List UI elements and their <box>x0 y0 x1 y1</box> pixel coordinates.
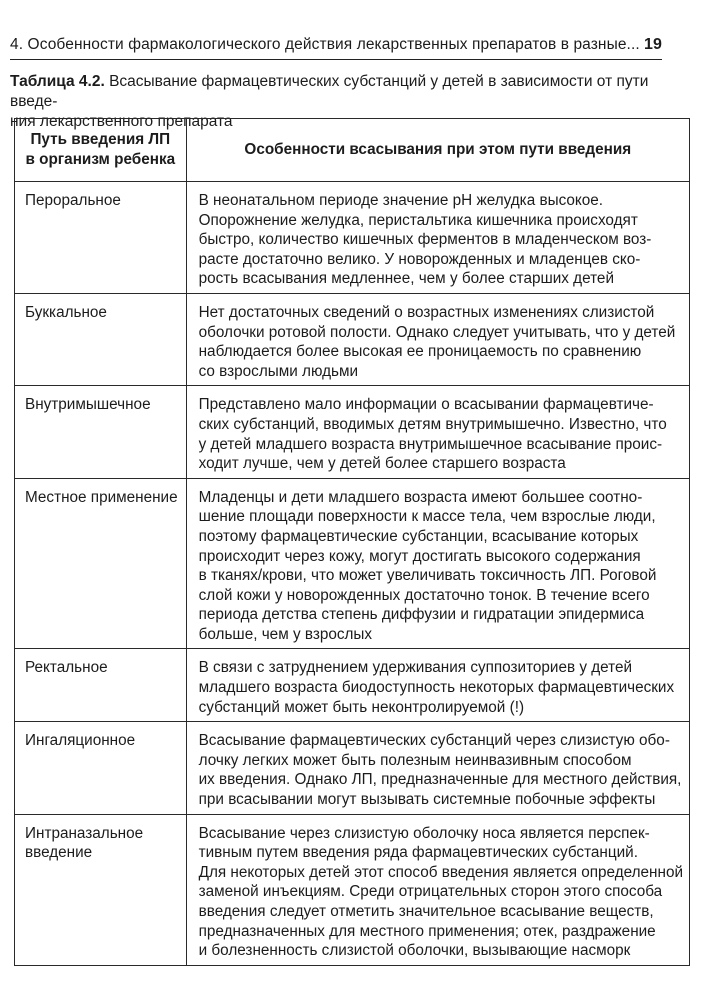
description-line: их введения. Однако ЛП, предназначенные для местного действия, <box>198 771 682 789</box>
description-line: расте достаточно велико. У новорожденных и младенцев ско- <box>198 250 641 268</box>
caption-line-2: ния лекарственного препарата <box>10 113 233 130</box>
page-number: 19 <box>644 36 662 53</box>
description-line: периода детства степень диффузии и гидратации эпидермиса <box>198 606 645 624</box>
description-cell <box>186 182 689 294</box>
description-line: Для некоторых детей этот способ введения является определенной <box>198 863 683 881</box>
header-route-line: в организм ребенка <box>25 151 176 168</box>
description-cell <box>186 293 689 385</box>
table-row <box>15 293 690 385</box>
table-row <box>15 386 690 478</box>
route-name: Ингаляционное <box>25 732 136 750</box>
caption-line-1: Всасывание фармацевтических субстанций у детей в зависимости от пути введе- <box>10 73 649 110</box>
description-line: ских субстанций, вводимых детям внутримышечно. Известно, что <box>198 415 667 433</box>
route-name: Пероральное <box>25 192 121 209</box>
description-line: быстро, количество кишечных ферментов в младенческом воз- <box>198 231 652 249</box>
route-cell <box>15 182 187 294</box>
description-line: Всасывание через слизистую оболочку носа является перспек- <box>198 824 650 842</box>
description-line: тивным путем введения ряда фармацевтических субстанций. <box>198 844 638 862</box>
header-route <box>15 119 187 182</box>
description-cell <box>186 386 689 478</box>
table-row <box>15 814 690 965</box>
route-name: введение <box>25 844 93 862</box>
table-header-row <box>15 119 690 182</box>
route-name: Буккальное <box>25 303 107 321</box>
description-line: шение площади поверхности к массе тела, чем взрослые люди, <box>198 508 656 526</box>
description-line: введения следует отметить значительное всасывание веществ, <box>198 903 654 920</box>
description-line: Опорожнение желудка, перистальтика кишечника происходят <box>198 211 638 229</box>
description-line: В связи с затруднением удерживания суппозиториев у детей <box>198 659 633 677</box>
description-line: лочку легких может быть полезным неинвазивным способом <box>198 751 632 769</box>
description-line: ходит лучше, чем у детей более старшего возраста <box>198 455 566 473</box>
route-cell <box>15 293 187 385</box>
description-cell <box>186 478 689 649</box>
header-rule <box>10 59 662 60</box>
table-body <box>15 182 690 966</box>
table-row <box>15 478 690 649</box>
description-line: наблюдается более высокая ее проницаемость по сравнению <box>198 343 642 361</box>
table-row <box>15 649 690 722</box>
description-line: происходит через кожу, могут достигать высокого содержания <box>198 547 641 565</box>
route-cell <box>15 478 187 649</box>
description-line: со взрослыми людьми <box>198 362 359 380</box>
table-row <box>15 722 690 814</box>
header-description-line: Особенности всасывания при этом пути введения <box>244 141 632 159</box>
description-line: Младенцы и дети младшего возраста имеют большее соотно- <box>198 488 643 506</box>
description-line: в тканях/крови, что может увеличивать токсичность ЛП. Роговой <box>198 567 657 585</box>
description-line: поэтому фармацевтические субстанции, всасывание которых <box>198 527 639 545</box>
header-description <box>186 119 689 182</box>
absorption-table <box>14 118 690 966</box>
route-cell <box>15 649 187 722</box>
description-cell <box>186 722 689 814</box>
route-name: Местное применение <box>25 488 178 506</box>
route-cell <box>15 386 187 478</box>
running-head <box>10 36 662 54</box>
route-name: Ректальное <box>25 659 108 677</box>
table-label: Таблица 4.2. <box>10 73 105 90</box>
route-name: Интраназальное <box>25 824 144 842</box>
description-line: при всасывании могут вызывать системные побочные эффекты <box>198 791 656 809</box>
route-cell <box>15 722 187 814</box>
route-cell <box>15 814 187 965</box>
description-line: слой кожи у новорожденных достаточно тонок. В течение всего <box>198 586 650 604</box>
description-line: оболочки ротовой полости. Однако следует учитывать, что у детей <box>198 323 676 341</box>
description-line: и болезненность слизистой оболочки, вызывающие насморк <box>198 942 631 960</box>
description-line: предназначенных для местного применения; отек, раздражение <box>198 922 656 940</box>
description-line: больше, чем у взрослых <box>198 625 373 643</box>
description-line: заменой инъекциям. Среди отрицательных сторон этого способа <box>198 883 663 901</box>
description-cell <box>186 814 689 965</box>
description-line: младшего возраста биодоступность некоторых фармацевтических <box>198 679 675 697</box>
description-line: субстанций может быть неконтролируемой (!) <box>198 698 525 716</box>
running-head-title: 4. Особенности фармакологического действия лекарственных препаратов в разные... <box>10 36 640 53</box>
description-line: В неонатальном периоде значение pH желудка высокое. <box>198 192 604 209</box>
description-line: рость всасывания медленнее, чем у более старших детей <box>198 270 614 288</box>
description-cell <box>186 649 689 722</box>
description-line: у детей младшего возраста внутримышечное всасывание проис- <box>198 435 663 453</box>
description-line: Нет достаточных сведений о возрастных изменениях слизистой <box>198 303 655 321</box>
header-route-line: Путь введения ЛП <box>30 131 171 149</box>
table-row <box>15 182 690 294</box>
route-name: Внутримышечное <box>25 396 151 414</box>
description-line: Представлено мало информации о всасывании фармацевтиче- <box>198 396 654 414</box>
description-line: Всасывание фармацевтических субстанций через слизистую обо- <box>198 732 670 750</box>
